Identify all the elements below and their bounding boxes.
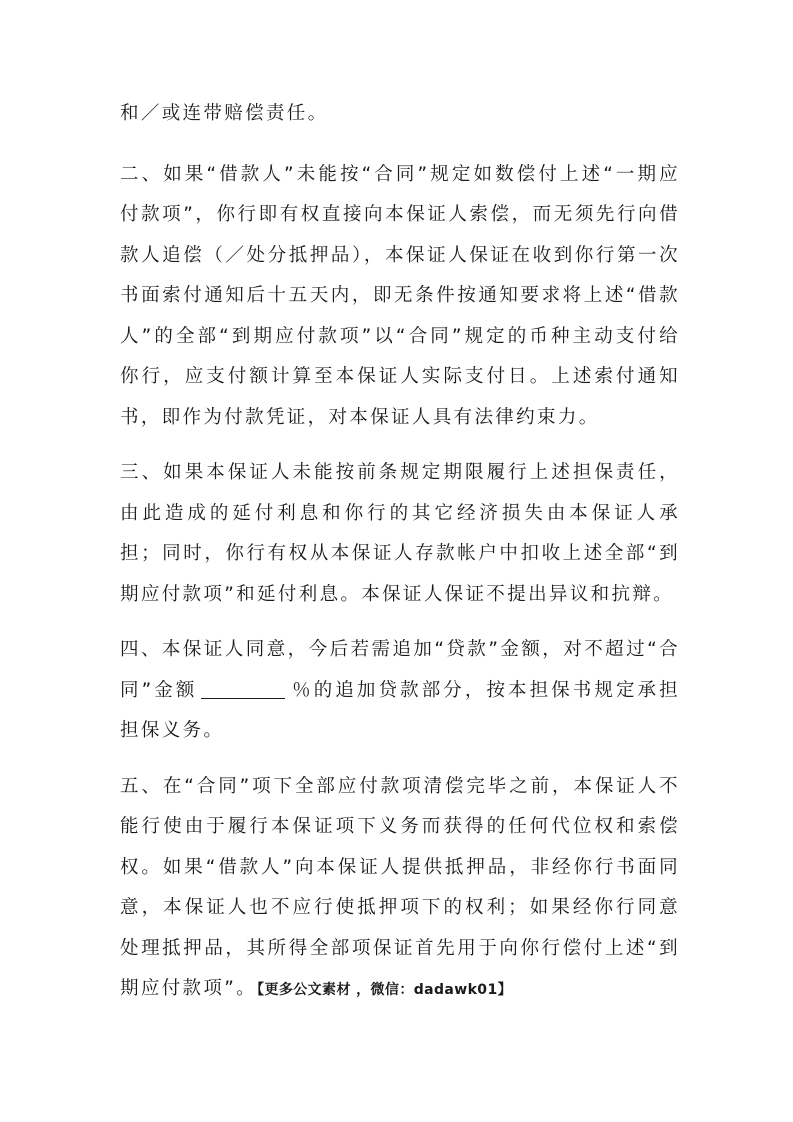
footer-note: 【更多公文素材 ，微信：dadawk01】 xyxy=(257,982,512,998)
paragraph-clause-4 xyxy=(120,630,680,752)
paragraph-continuation: 和／或连带赔偿责任。 xyxy=(120,103,329,124)
paragraph-clause-2: 二、如果“借款人”未能按“合同”规定如数偿付上述“一期应付款项”，你行即有权直接向本保证人索偿，而无须先行向借款人追偿（／处分抵押品），本保证人保证在收到你行第一次书面索付通知后十五天内，即无条件按通知要求将上述“借款人”的全部“到期应付款项”以“合同”规定的币种主动支付给你行，应支付额计算至本保证人实际支付日。上述索付通知书，即作为付款凭证，对本保证人具有法律约束力。 xyxy=(120,163,680,428)
clause-4-text-b: ％的追加贷款部分，按本担保书规定承担担保义务。 xyxy=(120,679,680,741)
paragraph-clause-5 xyxy=(120,767,680,1011)
amount-blank-line xyxy=(201,680,285,699)
paragraph-clause-3: 三、如果本保证人未能按前条规定期限履行上述担保责任，由此造成的延付利息和你行的其它经济损失由本保证人承担；同时，你行有权从本保证人存款帐户中扣收上述全部“到期应付款项”和延付利息。本保证人保证不提出异议和抗辩。 xyxy=(120,462,680,605)
clause-4-text-a: 四、本保证人同意，今后若需追加“贷款”金额，对不超过“合同”金额 xyxy=(120,639,680,701)
clause-5-text: 五、在“合同”项下全部应付款项清偿完毕之前，本保证人不能行使由于履行本保证项下义务而获得的任何代位权和索偿权。如果“借款人”向本保证人提供抵押品，非经你行书面同意，本保证人也不应行使抵押项下的权利；如果经你行同意处理抵押品，其所得全部项保证首先用于向你行偿付上述“到期应付款项”。 xyxy=(120,775,680,999)
document-page xyxy=(120,94,680,1011)
